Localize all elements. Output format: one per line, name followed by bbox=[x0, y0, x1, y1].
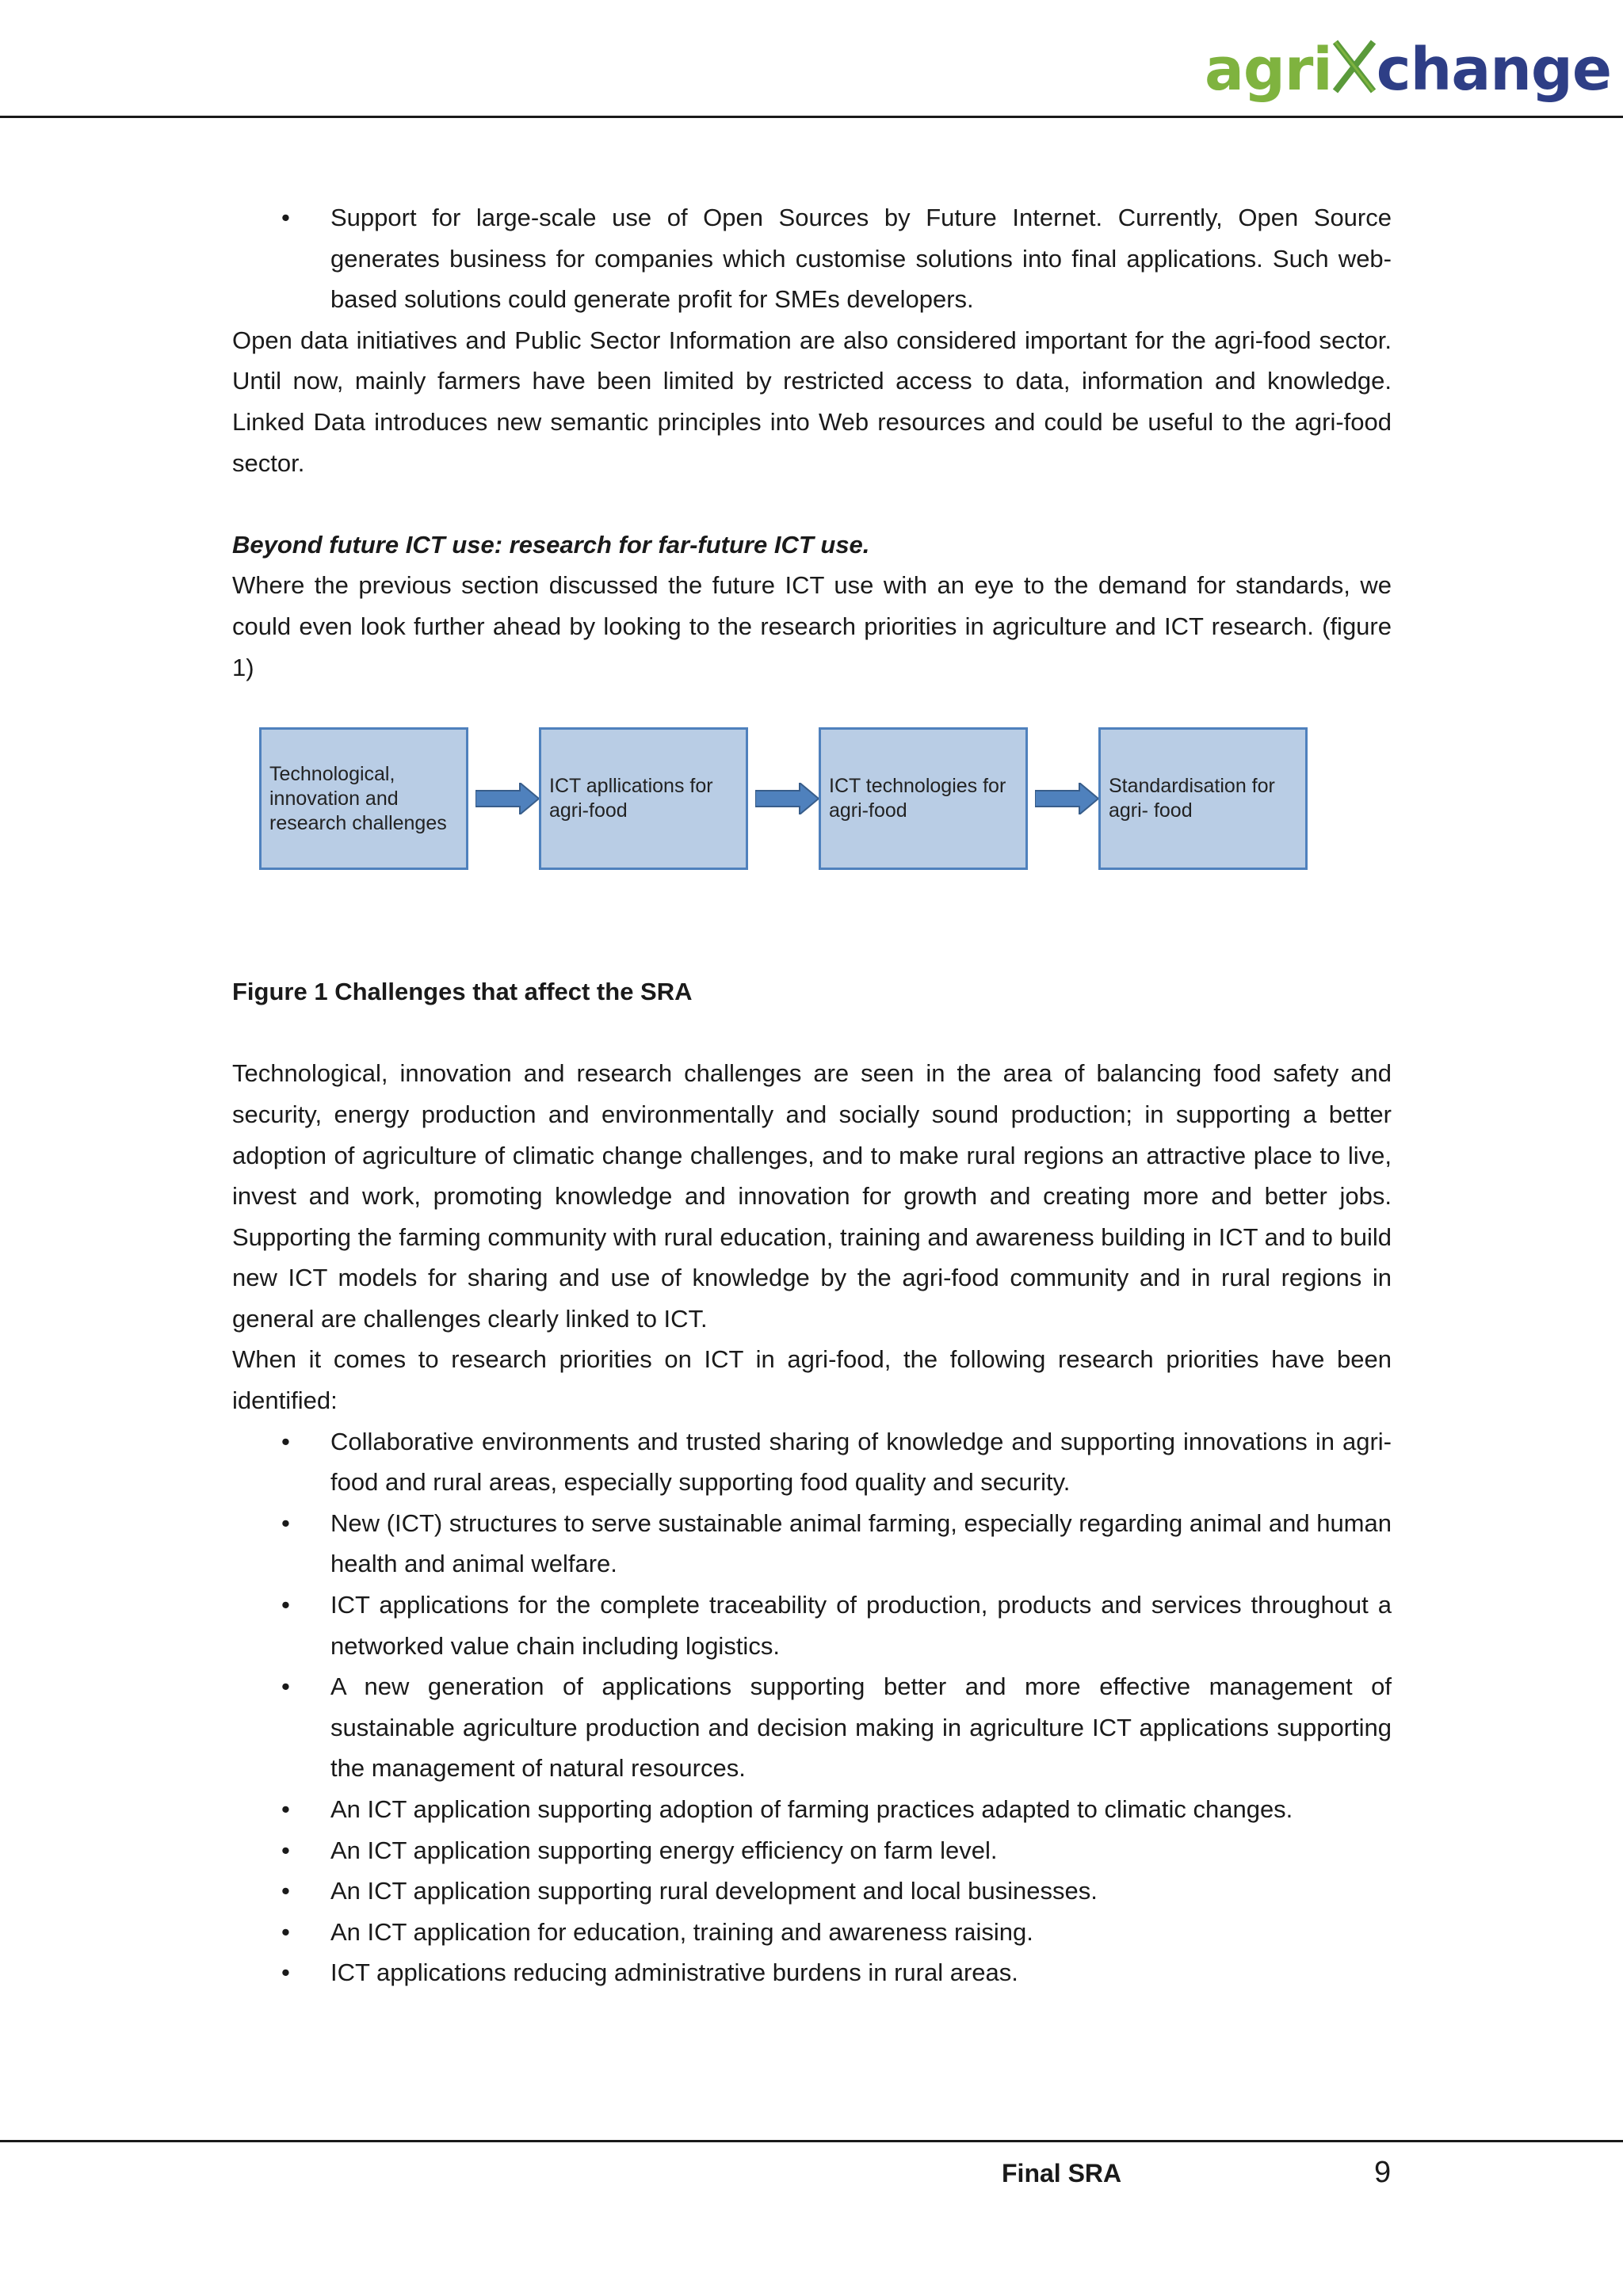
logo-x-icon bbox=[1332, 39, 1377, 94]
list-item: • ICT applications for the complete traceability of production, products and services throughout a networked value chain including logistics. bbox=[232, 1585, 1392, 1666]
footer-rule bbox=[0, 2140, 1623, 2142]
paragraph-previous-section: Where the previous section discussed the future ICT use with an eye to the demand for standards, we could even look further ahead by looking to the research priorities in agriculture and ICT research. (figure 1) bbox=[232, 571, 1392, 681]
page-content bbox=[232, 197, 1392, 1993]
box-ict-applications: ICT apllications for agri-food bbox=[539, 727, 748, 870]
box-technological-challenges: Technological, innovation and research challenges bbox=[259, 727, 468, 870]
box-standardisation: Standardisation for agri- food bbox=[1098, 727, 1308, 870]
paragraph-open-data: Open data initiatives and Public Sector Information are also considered important for the agri-food sector. Until now, mainly farmers have been limited by restricted access to data, information and knowledge. Linked Data introduces new semantic principles into Web resources and could be useful to the agri-food sector. bbox=[232, 326, 1392, 477]
page-number: 9 bbox=[1374, 2156, 1392, 2189]
arrow-right-icon bbox=[1035, 783, 1098, 814]
list-item: • An ICT application supporting rural development and local businesses. bbox=[232, 1871, 1392, 1912]
footer-document-title: Final SRA bbox=[1002, 2159, 1122, 2187]
list-item: • An ICT application supporting adoption of farming practices adapted to climatic changes. bbox=[232, 1789, 1392, 1830]
arrow-right-icon bbox=[755, 783, 819, 814]
list-item: • Collaborative environments and trusted sharing of knowledge and supporting innovations in agri-food and rural areas, especially supporting food quality and security. bbox=[232, 1421, 1392, 1503]
figure-caption: Figure 1 Challenges that affect the SRA bbox=[232, 978, 693, 1006]
logo-change: change bbox=[1376, 36, 1612, 104]
figure-1-diagram bbox=[232, 727, 1392, 971]
list-item: • A new generation of applications supporting better and more effective management of sustainable agriculture production and decision making in agriculture ICT applications supporting the management of natural resources. bbox=[232, 1666, 1392, 1789]
arrow-right-icon bbox=[475, 783, 539, 814]
list-item: • New (ICT) structures to serve sustainable animal farming, especially regarding animal and human health and animal welfare. bbox=[232, 1503, 1392, 1585]
box-ict-technologies: ICT technologies for agri-food bbox=[819, 727, 1028, 870]
header-rule bbox=[0, 116, 1623, 118]
list-item: • Support for large-scale use of Open Sources by Future Internet. Currently, Open Source generates business for companies which customise solutions into final applications. Such web-based solutions could generate profit for SMEs developers. bbox=[232, 197, 1392, 320]
paragraph-challenges: Technological, innovation and research challenges are seen in the area of balancing food safety and security, energy production and environmentally and socially sound production; in supporting a better adoption of agriculture of climatic change challenges, and to make rural regions an attractive place to live, invest and work, promoting knowledge and innovation for growth and creating more and better jobs. Supporting the farming community with rural education, training and awareness building in ICT and to build new ICT models for sharing and use of knowledge by the agri-food community and in rural regions in general are challenges clearly linked to ICT. bbox=[232, 1059, 1392, 1333]
logo-agri: agri bbox=[1205, 36, 1332, 104]
priorities-list bbox=[232, 1421, 1392, 1993]
list-item: • An ICT application for education, training and awareness raising. bbox=[232, 1912, 1392, 1953]
intro-bullet-list bbox=[232, 197, 1392, 320]
agrixchange-logo bbox=[1205, 32, 1612, 108]
section-heading: Beyond future ICT use: research for far-future ICT use. bbox=[232, 530, 870, 559]
paragraph-priorities: When it comes to research priorities on ICT in agri-food, the following research priorities have been identified: bbox=[232, 1345, 1392, 1415]
list-item: • ICT applications reducing administrative burdens in rural areas. bbox=[232, 1952, 1392, 1993]
list-item: • An ICT application supporting energy efficiency on farm level. bbox=[232, 1830, 1392, 1871]
